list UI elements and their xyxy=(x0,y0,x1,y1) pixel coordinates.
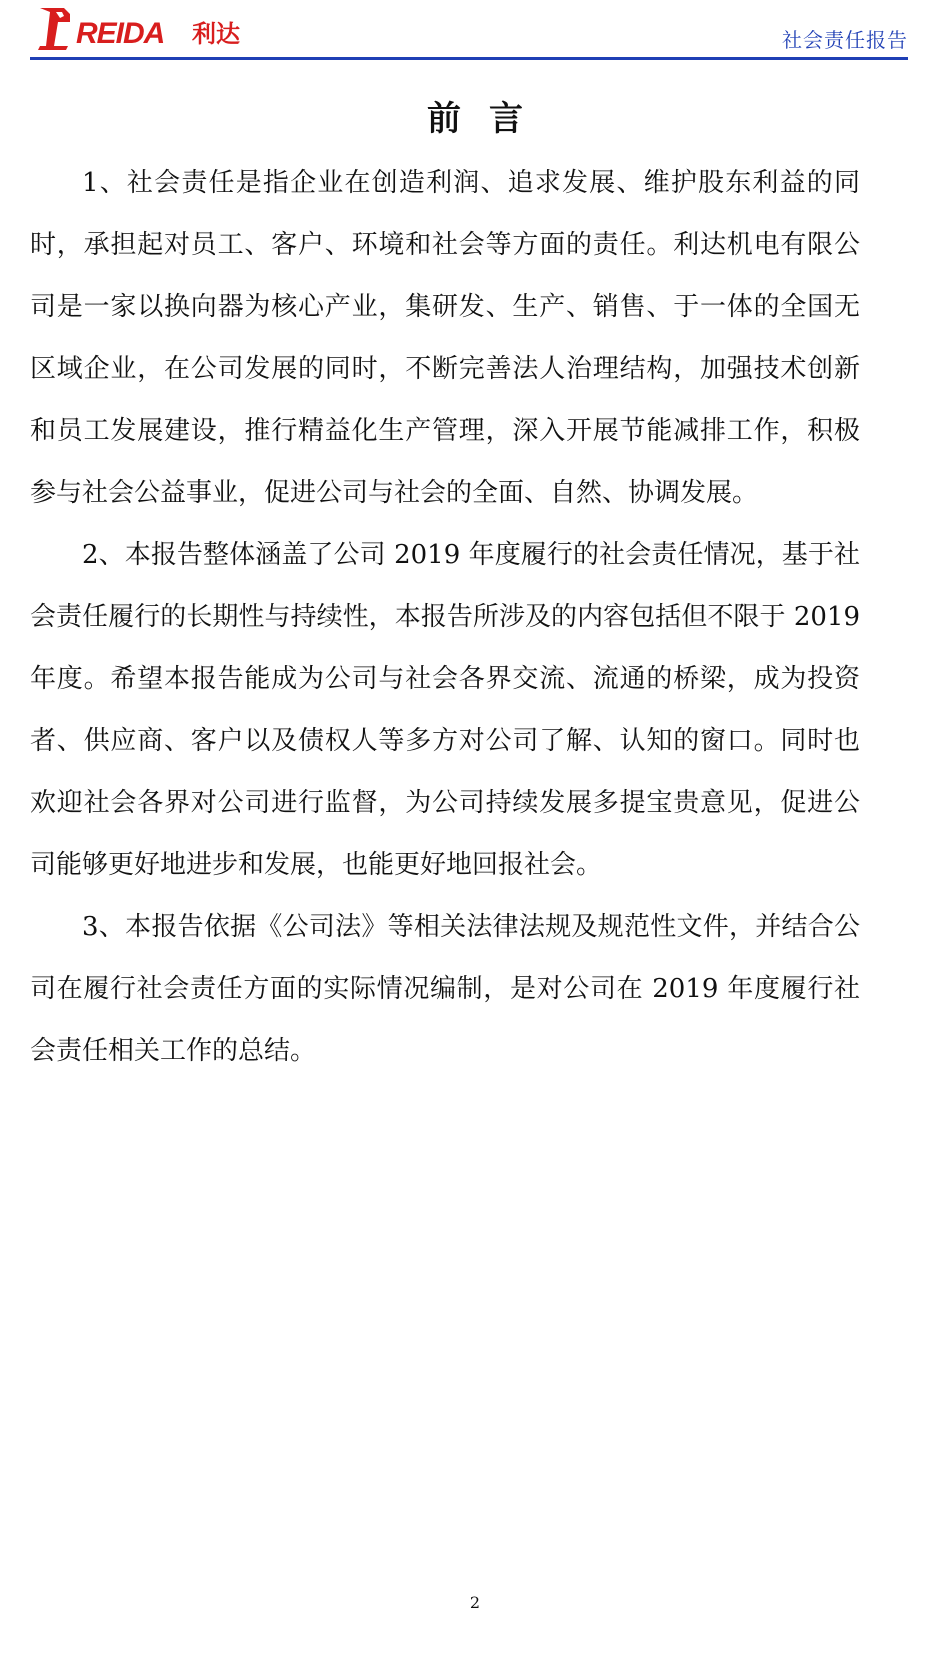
page-title: 前言 xyxy=(427,99,551,139)
header-divider xyxy=(30,57,908,60)
logo-chinese-text: 利达 xyxy=(192,20,240,48)
paragraph-3: 3、本报告依据《公司法》等相关法律法规及规范性文件，并结合公司在履行社会责任方面的实际情况编制，是对公司在 2019 年度履行社会责任相关工作的总结。 xyxy=(30,912,860,1066)
page-number: 2 xyxy=(469,1593,481,1612)
logo-text: REIDA xyxy=(76,17,165,50)
paragraph-1: 1、社会责任是指企业在创造利润、追求发展、维护股东利益的同时，承担起对员工、客户、环境和社会等方面的责任。利达机电有限公司是一家以换向器为核心产业，集研发、生产、销售、于一体的全国无区域企业，在公司发展的同时，不断完善法人治理结构，加强技术创新和员工发展建设，推行精益化生产管理，深入开展节能减排工作，积极参与社会公益事业，促进公司与社会的全面、自然、协调发展。 xyxy=(30,168,860,508)
report-header-title: 社会责任报告 xyxy=(782,28,908,52)
paragraph-2: 2、本报告整体涵盖了公司 2019 年度履行的社会责任情况，基于社会责任履行的长期性与持续性，本报告所涉及的内容包括但不限于 2019 年度。希望本报告能成为公司与社会各界交流、流通的桥梁，成为投资者、供应商、客户以及债权人等多方对公司了解、认知的窗口。同时也欢迎社会各界对公司进行监督，为公司持续发展多提宝贵意见，促进公司能够更好地进步和发展，也能更好地回报社会。 xyxy=(30,540,860,880)
page-header xyxy=(30,0,908,62)
document-body xyxy=(30,152,860,1082)
reida-logo-mark-icon xyxy=(34,2,76,52)
reida-logo xyxy=(30,0,270,58)
